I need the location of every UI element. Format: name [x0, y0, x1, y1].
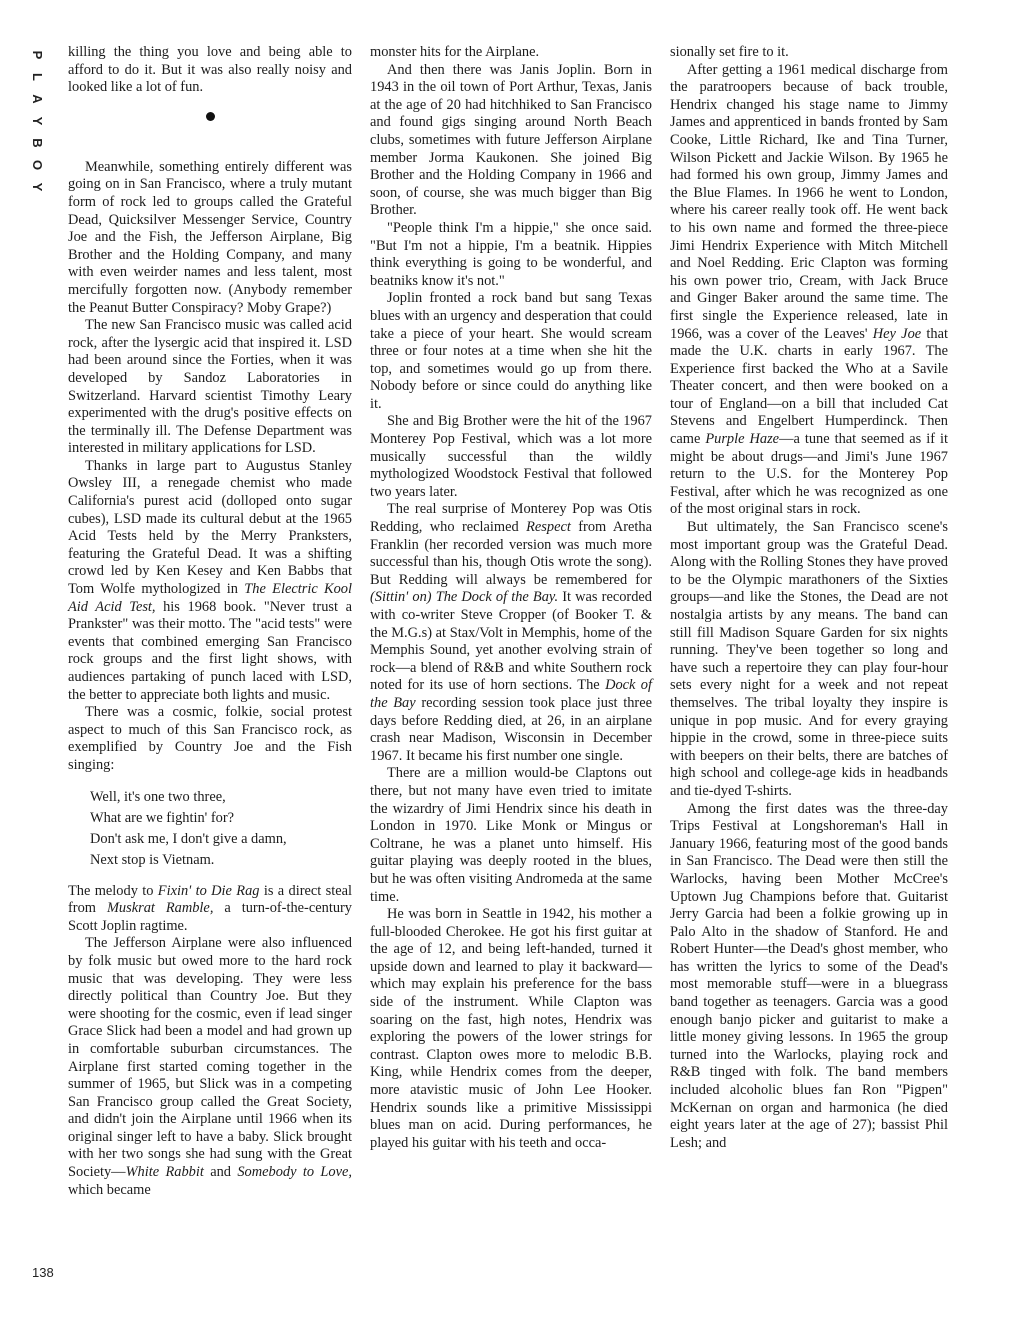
lyric-line: Next stop is Vietnam.	[90, 851, 215, 868]
lyric-line: What are we fightin' for?	[90, 809, 235, 826]
paragraph: There was a cosmic, folkie, social protest aspect to much of this San Francisco rock, as exemplified by Country Joe and the Fish singing:	[68, 704, 352, 773]
paragraph: After getting a 1961 medical discharge from the paratroopers because of back trouble, Hendrix changed his stage name to Jimmy James and apprenticed in bands fronted by Sam Cooke, Little Richard, Ike and Tina Turner, Wilson Pickett and Jackie Wilson. By 1965 he had formed his own group, Jimmy James and the Blue Flames. In 1966 he went to London, where his career really took off. He went back to his own name and formed the three-piece Jimi Hendrix Experience with Mitch Mitchell and Noel Redding. Eric Clapton was forming his own power trio, Cream, with Jack Bruce and Ginger Baker around the same time. The first single the Experience released, late in 1966, was a cover of the Leaves' Hey Joe that made the U.K. charts in early 1967. The Experience first backed the Who at a Savile Theater concert, and then were booked on a tour of England—on a bill that included Cat Stevens and Engelbert Humperdinck. Then came Purple Haze—a tune that seemed as if it might be about drugs—and Jimi's June 1967 return to the U.S. for the Monterey Pop Festival, after which he was recognized as one of the most original stars in rock.	[670, 61, 949, 518]
paragraph: The Jefferson Airplane were also influenced by folk music but owed more to the hard rock music that was developing. They were less directly political than Country Joe. But they were shooting for the cosmic, even if lead singer Grace Slick had been a model and had grown up in comfortable suburban circumstances. The Airplane first started coming together in the summer of 1965, but Slick was in a competing San Francisco group called the Great Society, and didn't join the Airplane until 1966 when its original singer left to have a baby. Slick brought with her two songs she had sung with the Great Society—White Rabbit and Somebody to Love, which became	[68, 935, 352, 1198]
magazine-letter: L	[30, 73, 45, 81]
magazine-name-vertical	[26, 44, 48, 198]
paragraph: Among the first dates was the three-day Trips Festival at Longshoreman's Hall in January 1966, featuring most of the good bands in San Francisco. The Dead were then still the Warlocks, having been Mother McCree's Uptown Jug Champions before that. Guitarist Jerry Garcia had been a folkie growing up in Palo Alto in the shadow of Stanford. He and Robert Hunter—the Dead's ghost member, who has written the lyrics to some of the Dead's most memorable stuff—were in a bluegrass band together as teenagers. Garcia was a good enough banjo picker and guitarist to make a little money giving lessons. In 1965 the group turned into the Warlocks, playing rock and R&B tinged with folk. The band members included alcoholic blues fan Ron "Pigpen" McKernan on organ and harmonica (he died eight years later at the age of 27); bassist Phil Lesh; and	[670, 800, 948, 1151]
paragraph: There are a million would-be Claptons out there, but not many have even tried to imitate the wizardry of Jimi Hendrix since his death in London in 1970. Like Monk or Mingus or Coltrane, he was a planet unto himself. His guitar playing was deeply rooted in the blues, but he was often visiting Andromeda at the same time.	[370, 765, 652, 905]
paragraph: He was born in Seattle in 1942, his mother a full-blooded Cherokee. He got his first guitar at the age of 12, and being left-handed, turned it upside down and learned to play it backward—which may explain his preference for the bass side of the instrument. While Clapton was soaring on the fast, high notes, Hendrix was exploring the powers of the lower strings for contrast. Clapton owes more to melodic B.B. King, while Hendrix comes from the deeper, more atavistic music of John Lee Hooker. Hendrix sounds like a primitive Mississippi blues man on acid. During performances, he played his guitar with his teeth and occa-	[370, 906, 652, 1151]
paragraph: The real surprise of Monterey Pop was Otis Redding, who reclaimed Respect from Aretha Franklin (her recorded version was much more successful than his, though Otis wrote the song). But Redding will always be remembered for (Sittin' on) The Dock of the Bay. It was recorded with co-writer Steve Cropper (of Booker T. & the M.G.s) at Stax/Volt in Memphis, home of the Memphis Sound, yet another evolving strain of rock—a blend of R&B and white Southern rock noted for its use of horn sections. The Dock of the Bay recording session took place just three days before Redding died, at 26, in an airplane crash near Madison, Wisconsin in December 1967. It became his first number one single.	[370, 501, 653, 764]
song-title: Dock of the Bay	[370, 677, 653, 711]
paragraph: "People think I'm a hippie," she once said. "But I'm not a hippie, I'm a beatnik. Hippies think everything is going to be wonderful, and beatniks know it's not."	[370, 219, 652, 289]
song-title: Muskrat Ramble,	[106, 900, 214, 917]
magazine-letter: A	[30, 94, 45, 104]
song-title: White Rabbit	[125, 1164, 204, 1181]
paragraph: The new San Francisco music was called acid rock, after the lysergic acid that inspired it. LSD had been around since the Forties, when it was developed by Sandoz Laboratories in Switzerland. Harvard scientist Timothy Leary experimented with the drug's positive effects on the terminally ill. The Defense Department was interested in military applications for LSD.	[68, 317, 352, 457]
article-column-1	[68, 44, 352, 1199]
article-column-2	[370, 44, 652, 1152]
song-title: Somebody to Love,	[237, 1164, 352, 1181]
magazine-letter: O	[30, 159, 45, 171]
article-column-3	[670, 44, 948, 1152]
paragraph: Thanks in large part to Augustus Stanley Owsley III, a renegade chemist who made California's purest acid (dolloped onto sugar cubes), LSD made its cultural debut at the 1965 Acid Tests held by the Merry Pranksters, featuring the Grateful Dead. It was a shifting crowd led by Ken Kesey and Ken Babbs that Tom Wolfe mythologized in The Electric Kool Aid Acid Test, his 1968 book. "Never trust a Prankster" was their motto. The "acid tests" were events that combined emerging San Francisco rock groups and the first light shows, with audiences partaking of punch laced with LSD, the better to appreciate both lights and music.	[68, 457, 352, 703]
paragraph: But ultimately, the San Francisco scene's most important group was the Grateful Dead. Along with the Rolling Stones they have proved to be the Olympic marathoners of the Sixties groups—and like the Stones, the Dead are not nostalgia artists by any means. The band can still fill Madison Square Garden for six nights running. They've been together so long and have such a repertoire they can play four-hour sets every night for a week and not repeat themselves. The tribal loyalty they inspire is unique in pop music. And for every graying hippie in the crowd, some in three-piece suits with beepers on their belts, there are batches of high school and college-age kids in headbands and tie-dyed T-shirts.	[670, 519, 948, 799]
page-number: 138	[32, 1265, 54, 1280]
song-title: Purple Haze	[705, 431, 780, 448]
song-title: Respect	[526, 519, 571, 536]
paragraph: Meanwhile, something entirely different was going on in San Francisco, where a truly mutant form of rock led to groups called the Grateful Dead, Quicksilver Messenger Service, Country Joe and the Fish, the Jefferson Airplane, Big Brother and the Holding Company, and many with even weirder names and less talent, most mercifully forgotten now. (Anybody remember the Peanut Butter Conspiracy? Moby Grape?)	[68, 158, 352, 316]
song-title: (Sittin' on) The Dock of the Bay.	[370, 589, 559, 606]
lyric-line: Don't ask me, I don't give a damn,	[90, 830, 287, 847]
book-title: The Electric Kool Aid Acid Test,	[68, 581, 352, 615]
paragraph: The melody to Fixin' to Die Rag is a direct steal from Muskrat Ramble, a turn-of-the-century Scott Joplin ragtime.	[68, 882, 352, 934]
magazine-letter: Y	[30, 182, 45, 192]
song-title: Hey Joe	[872, 325, 922, 342]
paragraph: monster hits for the Airplane.	[370, 44, 540, 60]
section-break-bullet	[68, 109, 352, 127]
paragraph: sionally set fire to it.	[670, 44, 789, 60]
lyric-line: Well, it's one two three,	[90, 788, 226, 805]
paragraph: killing the thing you love and being able to afford to do it. But it was also really noisy and looked like a lot of fun.	[68, 44, 352, 96]
song-title: Fixin' to Die Rag	[157, 882, 260, 899]
paragraph: Joplin fronted a rock band but sang Texas blues with an urgency and desperation that could take a piece of your heart. She would scream three or four notes at a time when she hit the top, and sometimes would go up from there. Nobody before or since could do anything like it.	[370, 290, 652, 412]
song-lyrics	[90, 787, 352, 871]
magazine-letter: P	[30, 50, 45, 60]
magazine-letter: B	[30, 138, 45, 148]
paragraph: She and Big Brother were the hit of the 1967 Monterey Pop Festival, which was a lot more musically successful than the wildly mythologized Woodstock Festival that followed two years later.	[370, 413, 652, 500]
magazine-letter: Y	[30, 116, 45, 126]
paragraph: And then there was Janis Joplin. Born in 1943 in the oil town of Port Arthur, Texas, Janis at the age of 20 had hitchhiked to San Francisco and found gigs singing around North Beach clubs, sometimes with future Jefferson Airplane member Jorma Kaukonen. She joined Big Brother and the Holding Company in 1966 and soon, of course, she was much bigger than Big Brother.	[370, 61, 652, 219]
